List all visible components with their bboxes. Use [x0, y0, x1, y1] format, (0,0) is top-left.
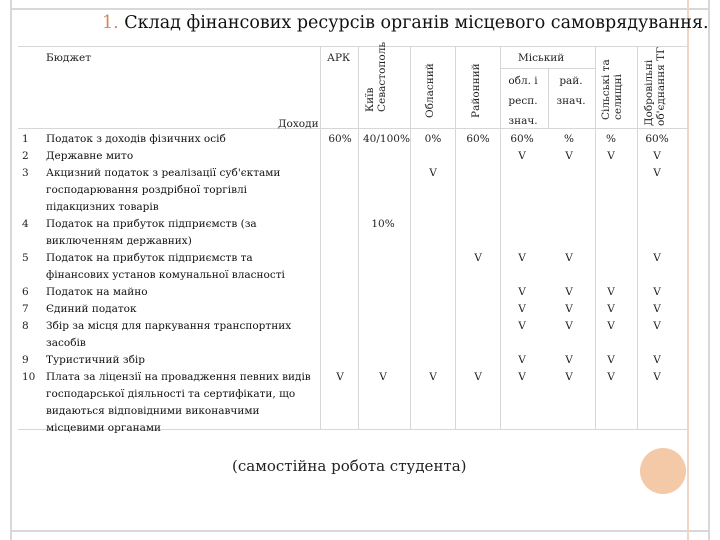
cell-dob: V [653, 320, 661, 332]
grid-line [500, 68, 595, 69]
row-number: 3 [22, 167, 29, 179]
cell-mobl: V [518, 303, 526, 315]
cell-ray: V [474, 371, 482, 383]
cell-obl: 0% [424, 133, 442, 145]
cell-mobl: V [518, 286, 526, 298]
cell-mobl: V [518, 252, 526, 264]
grid-line [548, 68, 549, 128]
header-silski: Сільські та селищні [600, 59, 624, 120]
header-dobrovilni: Добровільні об'єднання ТГ [643, 46, 667, 126]
row-tax-name: Туристичний збір [46, 354, 145, 366]
header-misky-obl: обл. і респ. знач. [508, 75, 538, 127]
cell-mobl: V [518, 320, 526, 332]
cell-mray: V [565, 303, 573, 315]
row-number: 5 [22, 252, 29, 264]
cell-mobl: 60% [510, 133, 534, 145]
row-tax-name: Плата за ліцензії на провадження певних видів господарської діяльності та сертифікати, що видаються відповідними виконавчими місцевими органами [46, 371, 311, 434]
cell-ark: 60% [328, 133, 352, 145]
row-tax-name: Акцизний податок з реалізації суб'єктами господарювання роздрібної торгівлі підакцизних товарів [46, 167, 281, 213]
row-tax-name: Податок на прибуток підприємств (за виключенням державних) [46, 218, 257, 247]
frame-left [10, 0, 12, 540]
cell-sil: V [607, 150, 615, 162]
cell-kyiv: V [379, 371, 387, 383]
footer-note: (самостійна робота студента) [232, 457, 467, 475]
cell-sil: V [607, 354, 615, 366]
cell-dob: V [653, 371, 661, 383]
title-number: 1. [102, 13, 119, 33]
grid-line [410, 46, 411, 429]
cell-mobl: V [518, 150, 526, 162]
accent-line [687, 0, 689, 540]
row-tax-name: Податок на прибуток підприємств та фінансових установ комунальної власності [46, 252, 285, 281]
cell-mray: V [565, 252, 573, 264]
row-tax-name: Податок на майно [46, 286, 148, 298]
header-oblasny: Обласний [424, 63, 436, 118]
cell-mray: V [565, 150, 573, 162]
cell-dob: V [653, 252, 661, 264]
cell-dob: V [653, 286, 661, 298]
row-number: 8 [22, 320, 29, 332]
cell-ray: 60% [466, 133, 490, 145]
header-ark: АРК [327, 52, 351, 64]
grid-line [18, 46, 688, 47]
frame-top [10, 8, 710, 10]
header-income: Доходи [278, 118, 319, 130]
cell-sil: V [607, 286, 615, 298]
frame-bottom [10, 530, 710, 532]
cell-kyiv: 10% [371, 218, 395, 230]
cell-sil: V [607, 320, 615, 332]
cell-mray: V [565, 320, 573, 332]
cell-mray: V [565, 371, 573, 383]
cell-ark: V [336, 371, 344, 383]
row-tax-name: Податок з доходів фізичних осіб [46, 133, 226, 145]
row-number: 6 [22, 286, 29, 298]
header-budget: Бюджет [46, 52, 92, 64]
cell-dob: V [653, 150, 661, 162]
cell-sil: % [606, 133, 616, 145]
header-rayonny: Районний [470, 63, 482, 118]
cell-mobl: V [518, 354, 526, 366]
row-number: 10 [22, 371, 36, 383]
cell-mobl: V [518, 371, 526, 383]
grid-line [18, 128, 688, 129]
cell-ray: V [474, 252, 482, 264]
cell-dob: V [653, 354, 661, 366]
row-tax-name: Єдиний податок [46, 303, 137, 315]
cell-obl: V [429, 371, 437, 383]
row-number: 2 [22, 150, 29, 162]
row-number: 9 [22, 354, 29, 366]
cell-mray: V [565, 354, 573, 366]
row-number: 7 [22, 303, 29, 315]
decorative-circle [640, 448, 686, 494]
row-number: 1 [22, 133, 29, 145]
cell-dob: V [653, 303, 661, 315]
header-misky-ray: рай. знач. [556, 75, 586, 107]
cell-mray: V [565, 286, 573, 298]
cell-sil: V [607, 371, 615, 383]
row-tax-name: Державне мито [46, 150, 134, 162]
slide-title [102, 13, 709, 33]
row-number: 4 [22, 218, 29, 230]
header-kyiv-sevastopol: Київ Севастополь [364, 41, 388, 112]
cell-sil: V [607, 303, 615, 315]
cell-obl: V [429, 167, 437, 179]
grid-line [455, 46, 456, 429]
cell-mray: % [564, 133, 574, 145]
title-text: Склад фінансових ресурсів органів місцевого самоврядування. [124, 13, 709, 33]
cell-dob: V [653, 167, 661, 179]
cell-kyiv: 40/100% [363, 133, 410, 145]
grid-line [500, 46, 501, 429]
header-misky: Міський [518, 52, 565, 64]
cell-dob: 60% [645, 133, 669, 145]
row-tax-name: Збір за місця для паркування транспортних засобів [46, 320, 292, 349]
frame-right [708, 0, 710, 540]
